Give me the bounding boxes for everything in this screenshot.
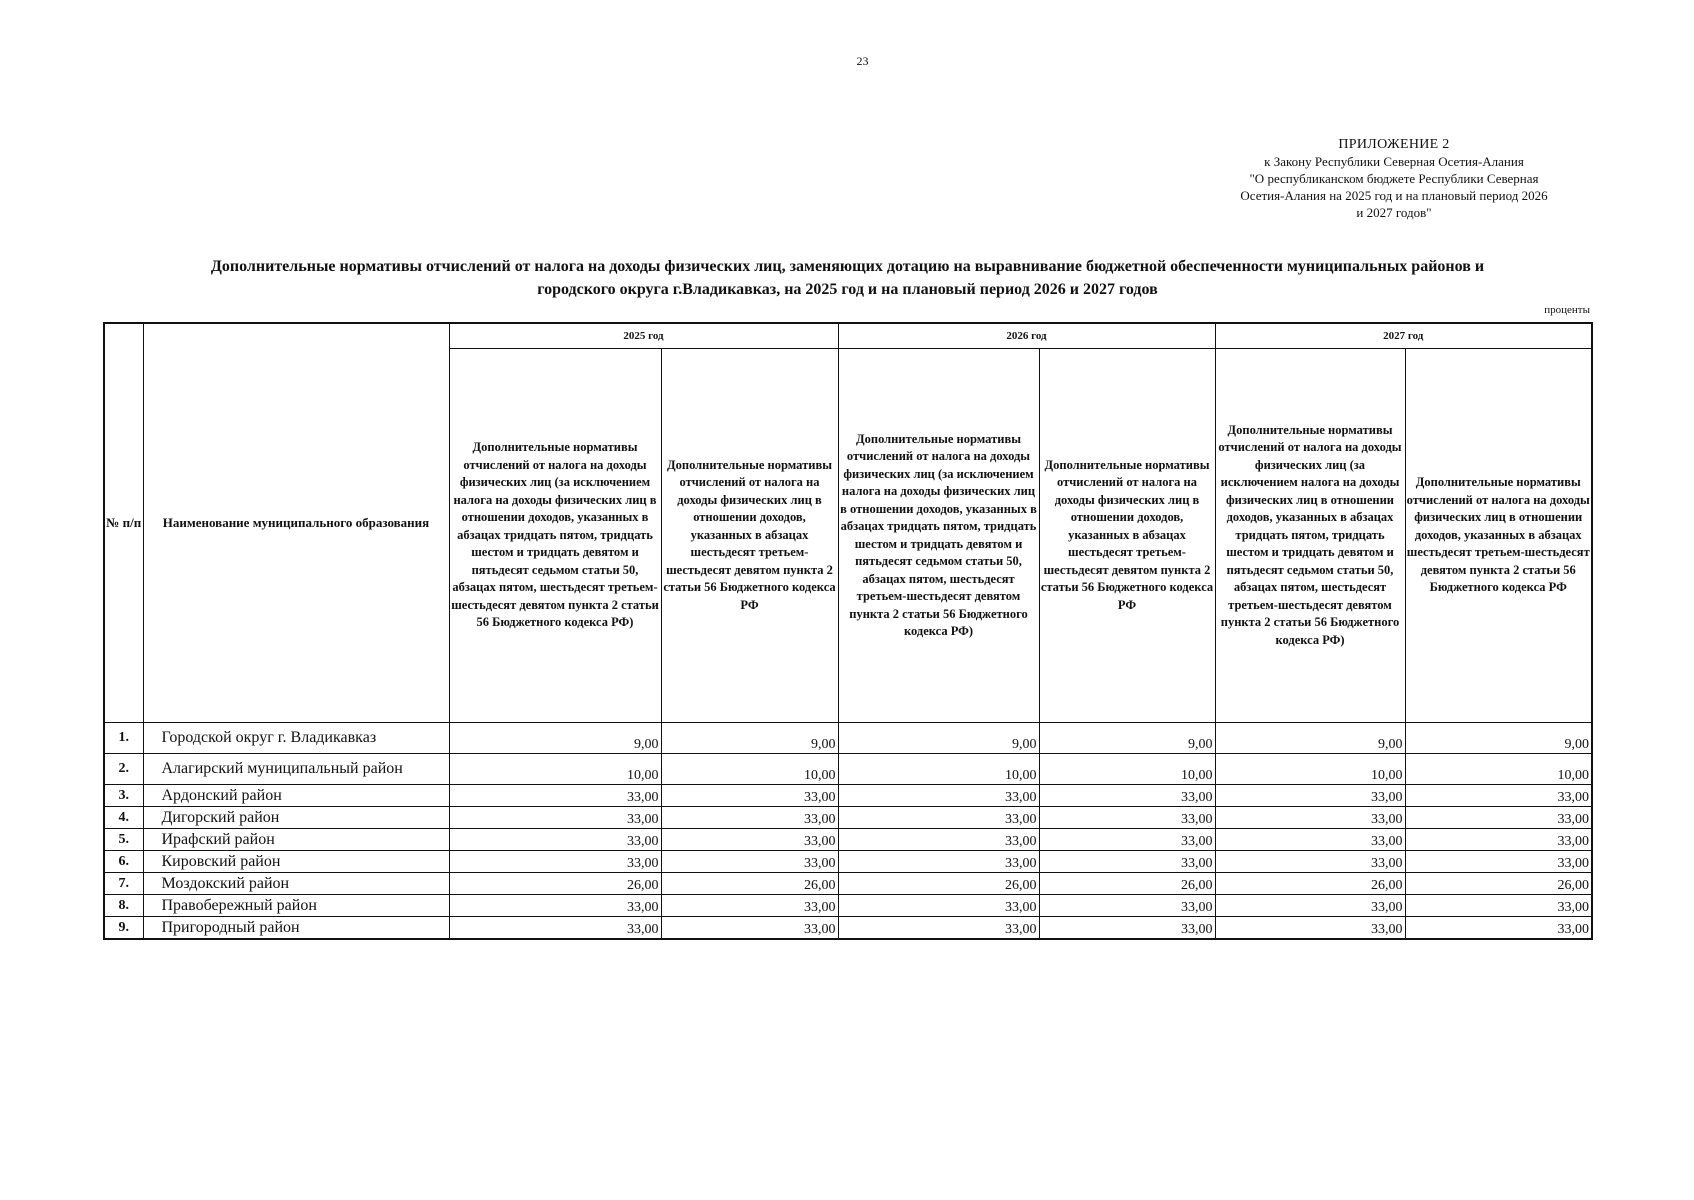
- norm-value: 33,00: [1405, 829, 1592, 851]
- header-municipality-name: Наименование муниципального образования: [143, 323, 449, 723]
- norm-value: 10,00: [661, 754, 838, 785]
- appendix-title: ПРИЛОЖЕНИЕ 2: [1338, 137, 1450, 152]
- row-number: 9.: [104, 917, 143, 940]
- municipality-name: Ирафский район: [143, 829, 449, 851]
- norm-value: 10,00: [449, 754, 661, 785]
- norm-value: 26,00: [449, 873, 661, 895]
- norms-table: [103, 322, 1593, 940]
- norm-value: 33,00: [1215, 829, 1405, 851]
- norm-value: 9,00: [1215, 723, 1405, 754]
- header-year-2027: 2027 год: [1215, 323, 1592, 349]
- header-additional-norms-general: Дополнительные нормативы отчислений от налога на доходы физических лиц (за исключением налога на доходы физических лиц в отношении доходов, указанных в абзацах тридцать пятом, тридцать шестом и тридцать девятом и пятьдесят седьмом статьи 50, абзацах пятом, шестьдесят третьем-шестьдесят девятом пункта 2 статьи 56 Бюджетного кодекса РФ): [449, 349, 661, 723]
- row-number: 6.: [104, 851, 143, 873]
- municipality-name: Кировский район: [143, 851, 449, 873]
- norm-value: 33,00: [661, 807, 838, 829]
- municipality-name: Алагирский муниципальный район: [143, 754, 449, 785]
- norm-value: 33,00: [1215, 851, 1405, 873]
- header-year-2026: 2026 год: [838, 323, 1215, 349]
- table-row: [104, 807, 1592, 829]
- header-additional-norms-specific: Дополнительные нормативы отчислений от налога на доходы физических лиц в отношении доходов, указанных в абзацах шестьдесят третьем-шестьдесят девятом пункта 2 статьи 56 Бюджетного кодекса РФ: [661, 349, 838, 723]
- norm-value: 26,00: [1405, 873, 1592, 895]
- norm-value: 26,00: [1039, 873, 1215, 895]
- norm-value: 33,00: [1215, 807, 1405, 829]
- norm-value: 26,00: [1215, 873, 1405, 895]
- norm-value: 33,00: [1405, 895, 1592, 917]
- norm-value: 33,00: [1215, 785, 1405, 807]
- header-additional-norms-specific: Дополнительные нормативы отчислений от налога на доходы физических лиц в отношении доходов, указанных в абзацах шестьдесят третьем-шестьдесят девятом пункта 2 статьи 56 Бюджетного кодекса РФ: [1405, 349, 1592, 723]
- table-row: [104, 851, 1592, 873]
- appendix-line: "О республиканском бюджете Республики Северная: [1249, 171, 1539, 186]
- norm-value: 33,00: [1405, 785, 1592, 807]
- norm-value: 33,00: [449, 917, 661, 940]
- norm-value: 33,00: [449, 807, 661, 829]
- norm-value: 33,00: [838, 785, 1039, 807]
- table-row: [104, 895, 1592, 917]
- table-row: [104, 829, 1592, 851]
- norm-value: 26,00: [838, 873, 1039, 895]
- document-title-line: городского округа г.Владикавказ, на 2025 год и на плановый период 2026 и 2027 годов: [537, 281, 1158, 298]
- municipality-name: Дигорский район: [143, 807, 449, 829]
- municipality-name: Моздокский район: [143, 873, 449, 895]
- appendix-block: [1195, 136, 1593, 221]
- header-additional-norms-general: Дополнительные нормативы отчислений от налога на доходы физических лиц (за исключением налога на доходы физических лиц в отношении доходов, указанных в абзацах тридцать пятом, тридцать шестом и тридцать девятом и пятьдесят седьмом статьи 50, абзацах пятом, шестьдесят третьем-шестьдесят девятом пункта 2 статьи 56 Бюджетного кодекса РФ): [838, 349, 1039, 723]
- norm-value: 33,00: [1405, 917, 1592, 940]
- appendix-line: к Закону Республики Северная Осетия-Алания: [1264, 154, 1524, 169]
- norm-value: 26,00: [661, 873, 838, 895]
- row-number: 7.: [104, 873, 143, 895]
- norm-value: 33,00: [838, 829, 1039, 851]
- table-row: [104, 917, 1592, 940]
- norm-value: 33,00: [449, 895, 661, 917]
- municipality-name: Ардонский район: [143, 785, 449, 807]
- norm-value: 33,00: [838, 807, 1039, 829]
- table-row: [104, 785, 1592, 807]
- norm-value: 33,00: [661, 895, 838, 917]
- norm-value: 33,00: [449, 829, 661, 851]
- row-number: 3.: [104, 785, 143, 807]
- norm-value: 33,00: [1405, 851, 1592, 873]
- row-number: 5.: [104, 829, 143, 851]
- norm-value: 10,00: [1405, 754, 1592, 785]
- norm-value: 33,00: [661, 851, 838, 873]
- header-additional-norms-general: Дополнительные нормативы отчислений от налога на доходы физических лиц (за исключением налога на доходы физических лиц в отношении доходов, указанных в абзацах тридцать пятом, тридцать шестом и тридцать девятом и пятьдесят седьмом статьи 50, абзацах пятом, шестьдесят третьем-шестьдесят девятом пункта 2 статьи 56 Бюджетного кодекса РФ): [1215, 349, 1405, 723]
- norm-value: 33,00: [1039, 895, 1215, 917]
- table-row: [104, 754, 1592, 785]
- row-number: 4.: [104, 807, 143, 829]
- municipality-name: Пригородный район: [143, 917, 449, 940]
- header-additional-norms-specific: Дополнительные нормативы отчислений от налога на доходы физических лиц в отношении доходов, указанных в абзацах шестьдесят третьем-шестьдесят девятом пункта 2 статьи 56 Бюджетного кодекса РФ: [1039, 349, 1215, 723]
- norm-value: 9,00: [1039, 723, 1215, 754]
- norm-value: 9,00: [449, 723, 661, 754]
- row-number: 8.: [104, 895, 143, 917]
- norm-value: 33,00: [661, 917, 838, 940]
- header-year-2025: 2025 год: [449, 323, 838, 349]
- norm-value: 10,00: [1215, 754, 1405, 785]
- norm-value: 9,00: [838, 723, 1039, 754]
- appendix-line: и 2027 годов": [1356, 205, 1432, 220]
- norm-value: 9,00: [1405, 723, 1592, 754]
- norm-value: 33,00: [838, 851, 1039, 873]
- page-number: 23: [856, 54, 869, 68]
- norm-value: 33,00: [449, 785, 661, 807]
- document-title-line: Дополнительные нормативы отчислений от налога на доходы физических лиц, заменяющих дотацию на выравнивание бюджетной обеспеченности муниципальных районов и: [210, 258, 1485, 275]
- norm-value: 33,00: [661, 785, 838, 807]
- norm-value: 33,00: [449, 851, 661, 873]
- appendix-line: Осетия-Алания на 2025 год и на плановый период 2026: [1240, 188, 1548, 203]
- norm-value: 10,00: [838, 754, 1039, 785]
- norm-value: 33,00: [1039, 785, 1215, 807]
- norm-value: 33,00: [1039, 851, 1215, 873]
- row-number: 2.: [104, 754, 143, 785]
- municipality-name: Городской округ г. Владикавказ: [143, 723, 449, 754]
- header-row-number: № п/п: [104, 323, 143, 723]
- document-title: [95, 255, 1600, 301]
- norm-value: 33,00: [1215, 917, 1405, 940]
- norm-value: 33,00: [838, 895, 1039, 917]
- norm-value: 33,00: [1039, 917, 1215, 940]
- norm-value: 10,00: [1039, 754, 1215, 785]
- table-row: [104, 873, 1592, 895]
- municipality-name: Правобережный район: [143, 895, 449, 917]
- row-number: 1.: [104, 723, 143, 754]
- norm-value: 33,00: [1039, 829, 1215, 851]
- norm-value: 33,00: [1215, 895, 1405, 917]
- norm-value: 33,00: [1039, 807, 1215, 829]
- units-label: проценты: [1544, 304, 1590, 316]
- table-row: [104, 723, 1592, 754]
- norm-value: 9,00: [661, 723, 838, 754]
- norm-value: 33,00: [1405, 807, 1592, 829]
- norm-value: 33,00: [661, 829, 838, 851]
- norm-value: 33,00: [838, 917, 1039, 940]
